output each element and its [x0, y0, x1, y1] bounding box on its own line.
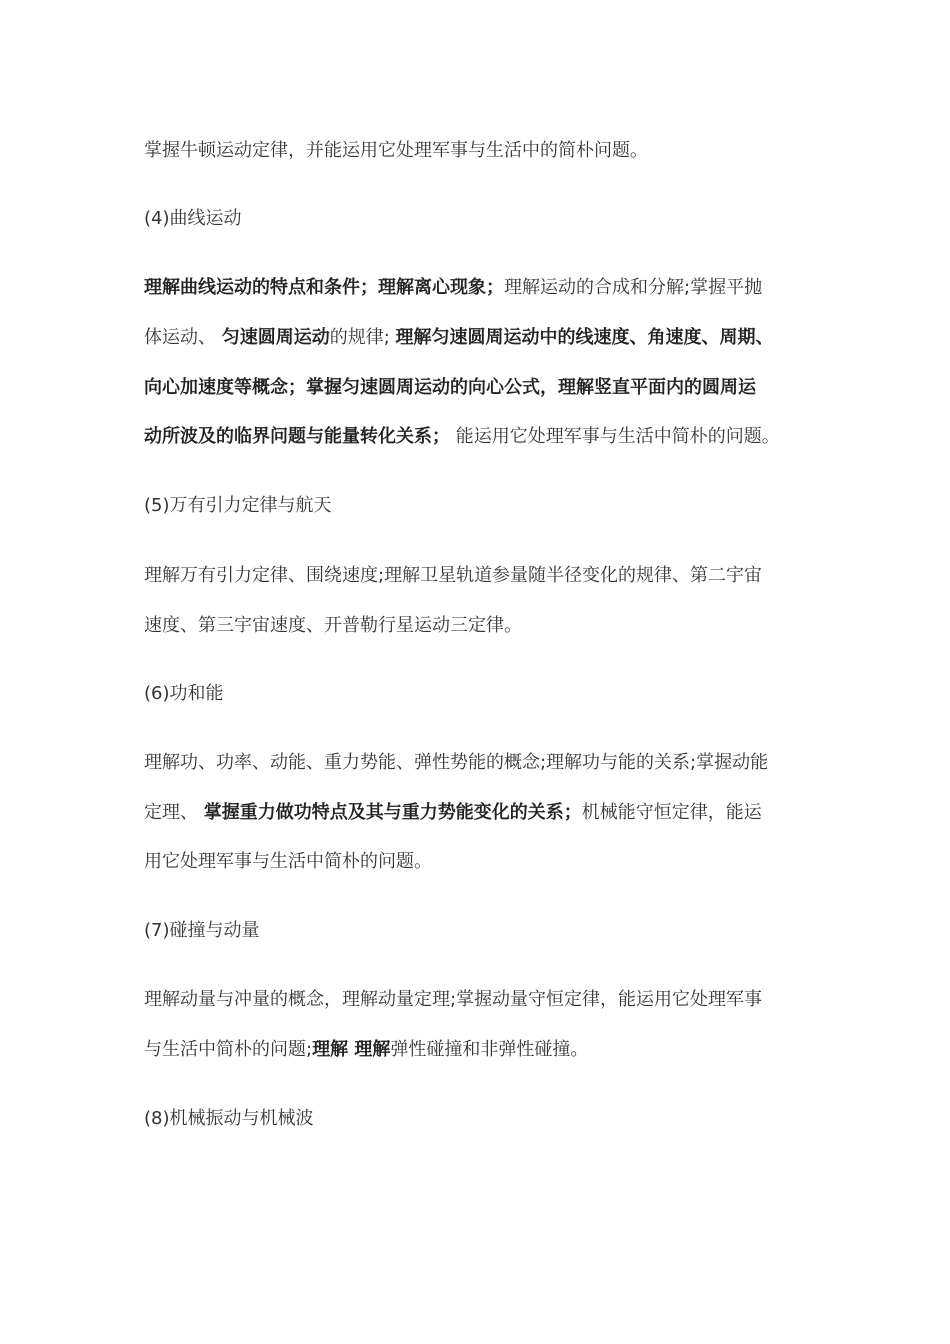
line-work-3 [144, 850, 432, 874]
text-segment: 体运动、 [144, 327, 222, 348]
bold-segment: 动所波及的临界问题与能量转化关系； [144, 426, 450, 447]
text-segment: 定理、 [144, 802, 204, 823]
bold-segment: 理解匀速圆周运动中的线速度、角速度、周期、 [395, 327, 774, 348]
text-segment: (4)曲线运动 [144, 208, 242, 229]
section-heading-momentum [144, 919, 260, 943]
text-segment: 的规律; [329, 327, 396, 348]
text-segment: (5)万有引力定律与航天 [144, 495, 332, 516]
section-heading-vibration-waves [144, 1107, 314, 1131]
line-momentum-1 [144, 988, 762, 1012]
bold-segment: 理解曲线运动的特点和条件；理解离心现象； [144, 277, 504, 298]
text-segment: 理解动量与冲量的概念，理解动量定理;掌握动量守恒定律，能运用它处理军事 [144, 989, 763, 1010]
line-work-2 [144, 801, 762, 825]
line-curve-1 [144, 276, 762, 300]
line-momentum-2 [144, 1038, 588, 1062]
text-segment: 速度、第三宇宙速度、开普勒行星运动三定律。 [144, 615, 522, 636]
text-segment: (7)碰撞与动量 [144, 920, 260, 941]
text-segment: (8)机械振动与机械波 [144, 1108, 314, 1129]
line-curve-2 [144, 326, 774, 350]
section-heading-gravitation [144, 494, 332, 518]
text-segment: 能运用它处理军事与生活中简朴的问题。 [450, 426, 780, 447]
bold-segment: 理解 理解 [312, 1039, 391, 1060]
text-segment: 机械能守恒定律，能运 [581, 802, 762, 823]
text-segment: 与生活中简朴的问题; [144, 1039, 313, 1060]
text-segment: 掌握牛顿运动定律，并能运用它处理军事与生活中的简朴问题。 [144, 140, 648, 161]
bold-segment: 匀速圆周运动 [221, 327, 330, 348]
line-gravitation-1 [144, 564, 762, 588]
text-segment: 理解万有引力定律、围绕速度;理解卫星轨道参量随半径变化的规律、第二宇宙 [144, 565, 763, 586]
bold-segment: 向心加速度等概念；掌握匀速圆周运动的向心公式，理解竖直平面内的圆周运 [144, 377, 756, 398]
section-heading-work-energy [144, 682, 224, 706]
text-segment: 用它处理军事与生活中简朴的问题。 [144, 851, 432, 872]
line-curve-3 [144, 376, 756, 400]
text-segment: 理解功、功率、动能、重力势能、弹性势能的概念;理解功与能的关系;掌握动能 [144, 752, 769, 773]
line-gravitation-2 [144, 614, 522, 638]
line-curve-4 [144, 425, 780, 449]
line-newton-laws [144, 139, 648, 163]
section-heading-curve-motion [144, 207, 242, 231]
text-segment: (6)功和能 [144, 683, 224, 704]
text-segment: 弹性碰撞和非弹性碰撞。 [390, 1039, 589, 1060]
text-segment: 理解运动的合成和分解;掌握平抛 [504, 277, 763, 298]
line-work-1 [144, 751, 768, 775]
bold-segment: 掌握重力做功特点及其与重力势能变化的关系； [203, 802, 582, 823]
